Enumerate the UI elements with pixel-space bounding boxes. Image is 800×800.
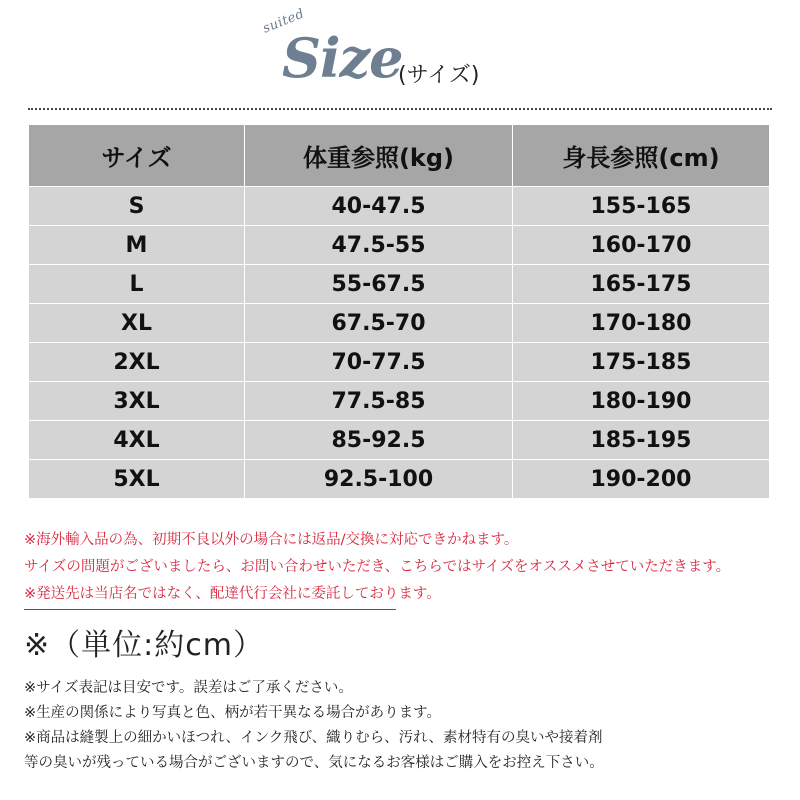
height-cell: 180-190 [513, 382, 770, 421]
table-row [29, 187, 770, 226]
header-height: 身長参照(cm) [513, 125, 770, 187]
height-cell: 160-170 [513, 226, 770, 265]
red-notice-block [24, 527, 784, 608]
disclaimer-block [24, 676, 784, 776]
height-cell: 175-185 [513, 343, 770, 382]
weight-cell: 40-47.5 [245, 187, 513, 226]
weight-cell: 85-92.5 [245, 421, 513, 460]
disclaimer-line: 等の臭いが残っている場合がございますので、気になるお客様はご購入をお控え下さい。 [24, 755, 604, 771]
weight-cell: 67.5-70 [245, 304, 513, 343]
weight-cell: 77.5-85 [245, 382, 513, 421]
size-cell: 5XL [29, 460, 245, 499]
weight-cell: 92.5-100 [245, 460, 513, 499]
size-cell: S [29, 187, 245, 226]
dotted-divider [28, 108, 772, 110]
table-row [29, 265, 770, 304]
height-cell: 170-180 [513, 304, 770, 343]
disclaimer-line: ※サイズ表記は目安です。誤差はご了承ください。 [24, 680, 353, 696]
height-cell: 155-165 [513, 187, 770, 226]
size-chart-table [28, 124, 770, 499]
weight-cell: 55-67.5 [245, 265, 513, 304]
table-row [29, 460, 770, 499]
height-cell: 165-175 [513, 265, 770, 304]
size-cell: M [29, 226, 245, 265]
notice-line: ※発送先は当店名ではなく、配達代行会社に委託しております。 [24, 586, 441, 602]
disclaimer-line: ※生産の関係により写真と色、柄が若干異なる場合があります。 [24, 705, 441, 721]
size-title: Size [282, 26, 403, 90]
table-row [29, 421, 770, 460]
notice-line: サイズの問題がございましたら、お問い合わせいただき、こちらではサイズをオススメさせていただきます。 [24, 559, 731, 575]
header-size: サイズ [29, 125, 245, 187]
header-weight: 体重参照(kg) [245, 125, 513, 187]
size-cell: L [29, 265, 245, 304]
table-row [29, 343, 770, 382]
weight-cell: 70-77.5 [245, 343, 513, 382]
size-cell: 4XL [29, 421, 245, 460]
size-subtitle: (サイズ) [398, 63, 480, 88]
section-divider [24, 609, 396, 610]
notice-line: ※海外輸入品の為、初期不良以外の場合には返品/交換に対応できかねます。 [24, 532, 519, 548]
size-cell: 2XL [29, 343, 245, 382]
size-cell: XL [29, 304, 245, 343]
size-cell: 3XL [29, 382, 245, 421]
disclaimer-line: ※商品は縫製上の細かいほつれ、インク飛び、織りむら、汚れ、素材特有の臭いや接着剤 [24, 730, 603, 746]
table-row [29, 226, 770, 265]
height-cell: 190-200 [513, 460, 770, 499]
height-cell: 185-195 [513, 421, 770, 460]
table-row [29, 304, 770, 343]
table-row [29, 382, 770, 421]
suited-label: suited [260, 6, 307, 37]
weight-cell: 47.5-55 [245, 226, 513, 265]
size-header [0, 0, 800, 100]
table-header-row [29, 125, 770, 187]
unit-note: ※（単位:約cm） [24, 628, 264, 663]
